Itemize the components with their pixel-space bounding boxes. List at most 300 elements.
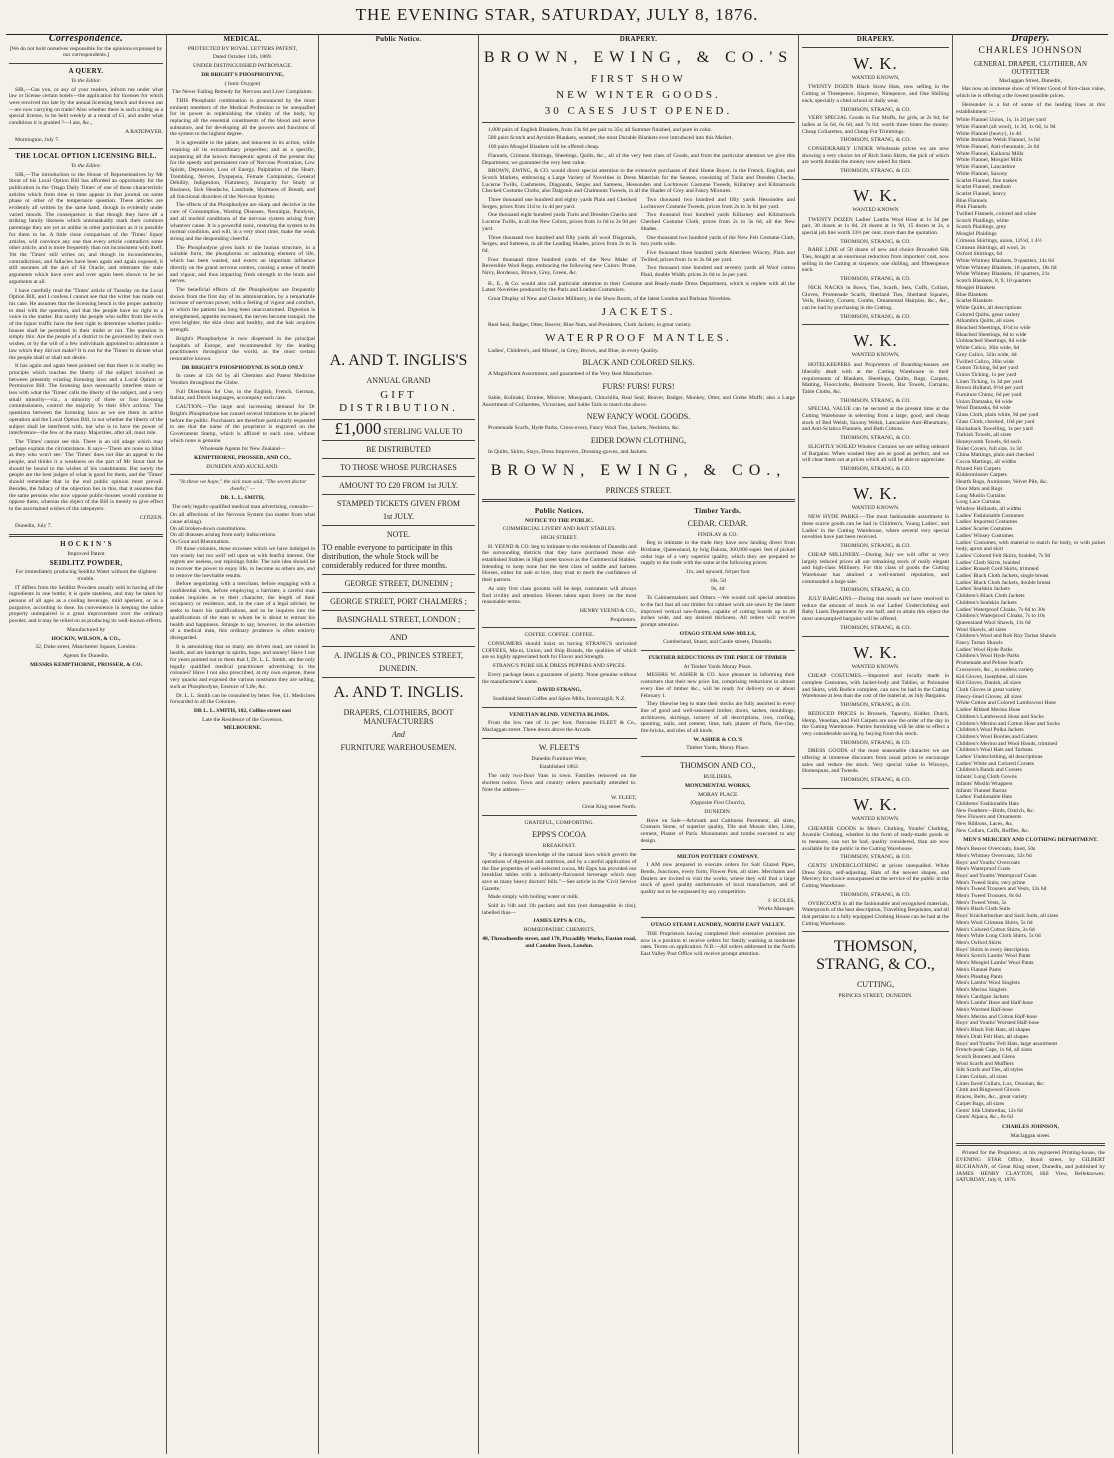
mens-item: Men's Waterproof Coats (956, 866, 1011, 873)
ad-agents: Agents for Dunedin. (63, 652, 109, 659)
wk-subheading: WANTED KNOWN (852, 206, 899, 213)
ad-address: GEORGE STREET, PORT CHALMERS ; (330, 596, 467, 606)
ad-caution: CAUTION.—The large and increasing demand for Dr Bright's Phosphodyne has caused several imitations to be placed before the public. Purchasers are therefore particularly requested to see that the name of the proprietor is engraved on the Government Stamp, which is affixed to each case, without which none is genuine. (170, 404, 315, 444)
cedar-heading: CEDAR. CEDAR. (687, 518, 748, 528)
stock-item: Crossovers, &c., in endless variety (956, 666, 1034, 673)
stock-item: Long Muslin Curtains (956, 492, 1006, 499)
epps-made: Made simply with boiling water or milk. (488, 894, 579, 901)
masthead (0, 0, 1114, 36)
stock-item: Ladies' Fashionable Hats (956, 794, 1013, 801)
wk-body: HOTELKEEPERS and Proprietors of Boarding-houses are liberally dealt with at the Cutting Warehouse in their requirements of Blankets, Sheetings, Quilts, Rugs, Carpets, Matting, Floorcloths, Bedroom Towels, Bar Towels, Curtains, Table Cloths, &c. (802, 362, 949, 395)
stock-item: Blue Blankets (956, 291, 988, 298)
ad-brand: DR BRIGHT'S PHOSPHODYNE, (201, 71, 284, 78)
letter-title: THE LOCAL OPTION LICENSING BILL. (15, 152, 157, 161)
ad-and: AND (389, 632, 408, 642)
stock-item: Children's Black Cloth Jackets (956, 593, 1025, 600)
ad-firm: CHARLES JOHNSON (978, 45, 1083, 56)
ad-body: It is astonishing that so many are driven mad, are ruined in health, and are bankrupt in spirits, hope, and money! Have I not for years pointed out to them that I, Dr. L. L. Smith, am the only legally qualified medical practitioner advertising in the colonies? Have I not also prescribed, at my own expense, these very quacks and exposed the various nostrums they are selling, such as Phosphodyne, Essence of Life, &c. (170, 643, 315, 690)
stock-item: Mosgiel Plaidings (956, 231, 997, 238)
epps-sold: Sold in ½lb and 1lb packets and tins (not damageable in tins), labelled thus— (482, 903, 637, 916)
wk-subheading: WANTED KNOWN, (851, 74, 900, 81)
wk-body: TWENTY DOZEN Black Straw Hats, now selling in the Cutting at Threepence, Sixpence, Ninepence, and One Shilling each, specially a cited school or daily wear. (802, 84, 949, 104)
wk-signature: THOMSON, STRANG, & CO. (840, 137, 911, 144)
stock-item: Turkish Towels, all sizes (956, 432, 1012, 439)
ad-line: Great Display of New and Choice Millinery, in the Show Room, of the latest London and Parisian Novelties. (488, 296, 732, 303)
stock-item: Ladies' Waterproof Cloaks, 7s 6d to 30s (956, 606, 1046, 613)
printer-imprint: Printed for the Proprietor, at his registered Printing-house, the EVENING STAR Office, Bond street, by GILBERT BUCHANAN, of Great King street, Dunedin, and published by JAMES HENRY CLAYTON, Hill View, Belleknowes. SATURDAY, July 8, 1876. (956, 1150, 1105, 1184)
notice-street: HIGH STREET. (540, 534, 578, 541)
stock-item: Unbleached Sheetings, 8d wide (956, 338, 1027, 345)
coffee-note: Every package bears a guarantee of purity. None genuine without the manufacturer's name. (482, 671, 637, 685)
ad-tagline: The only legally-qualified medical man advertising, consults— (171, 503, 314, 510)
ad-address: Maclaggan Street, Dunedin, (999, 77, 1062, 84)
letter-signature: A RATEPAYER. (125, 128, 163, 135)
stock-item: Crimean Shirtings, union, 12½d, 1 4½ (956, 237, 1042, 244)
ad-subtitle: Improved Patent (67, 550, 105, 557)
wk-signature: THOMSON, STRANG, & CO. (840, 891, 911, 898)
wk-subheading: WANTED KNOWN, (851, 352, 900, 359)
stock-item: Linen Ticking, 1s 3d per yard (956, 378, 1023, 385)
stock-list (956, 117, 1105, 834)
ad-line: 1,000 pairs of English Blankets, from 13s 6d per pair to 35s; all Summer finished, and pure in color. (488, 126, 713, 133)
wk-heading: W. K. (853, 642, 898, 662)
stock-item: Long Lace Curtains (956, 499, 1001, 506)
ad-address: A. INGLIS & CO., PRINCES STREET, (334, 650, 463, 660)
ad-line: In Quilts, Skirts, Stays, Dress Improvers, Dressing-gowns, and Jackets. (488, 449, 648, 456)
wk-body: SLIGHTLY SOILED Window Curtains we are selling unheard of Bargains. When washed they are as good as perfect, and we will clear them out at prices which all will be able to appreciate. (802, 443, 949, 464)
wk-signature: THOMSON, STRANG, & CO. (840, 238, 911, 245)
mens-item: Men's Cardigan Jackets (956, 993, 1009, 1000)
epps-head: GRATEFUL, COMFORTING. (524, 819, 594, 826)
wk-signature: THOMSON, STRANG, & CO. (840, 435, 911, 442)
stock-item: Union Damasks, 6d wide (956, 398, 1013, 405)
timber-yards (641, 506, 796, 960)
stock-item: Infants' Flannel Barras (956, 787, 1007, 794)
ad-intro: Has now an immense show of Winter Good of first-class value, which he is offering a the lowest possible prices. (956, 86, 1105, 100)
stock-item: Alhambra Quilts, all sizes (956, 318, 1015, 325)
coffee-strang: STRANG'S PURE SILK DRESS PEPPERS AND SPICES. (492, 663, 627, 670)
spacer (322, 46, 475, 346)
stock-item: Ladies' Sealskin Jackets (956, 586, 1010, 593)
ad-line: A Magnificent Assortment, and guaranteed of the Very Best Manufacture. (488, 371, 654, 378)
consult-list (170, 512, 315, 546)
ad-cases: 30 CASES JUST OPENED. (544, 104, 733, 117)
ad-winter: NEW WINTER GOODS. (556, 88, 721, 101)
laundry-heading: OTAGO STEAM LAUNDRY, NORTH EAST VALLEY. (650, 922, 785, 929)
stock-item: Ladies' Wool Hyde Parks (956, 646, 1013, 653)
wk-subheading: WANTED KNOWN. (851, 504, 900, 511)
price-item: 10s, 5d (709, 577, 726, 584)
stock-item: Children's Wool Hyde Parks (956, 653, 1020, 660)
stock-item: Ladies' Black Cloth Jackets, double breast (956, 579, 1051, 586)
mens-item: Carpet Bags, all sizes (956, 1100, 1005, 1107)
mens-item: Boys' Knickerbocker and Sack Suits, all sizes (956, 913, 1059, 920)
fleet-sub: Dunedin Furniture Ware, (531, 755, 588, 762)
mens-item: Wool Scarfs and Mufflers (956, 1060, 1014, 1067)
section-heading: Public Notices. (534, 506, 584, 515)
milton-sig: J. SCOLES, (767, 897, 795, 904)
divider (641, 756, 796, 757)
stock-item: Pink Flannels (956, 204, 987, 211)
letter-body: I have carefully read the 'Times' article of Tuesday on the Local Option Bill, and I confess I cannot see that the writer has made out his case. He assumes that the licensing bench is the proper authority to deal with the question, and that the people have no right to a voice in the matter. But surely the people who suffer from the evils of the liquor traffic have the best right to determine whether public-houses shall be permitted in their midst or not. The question is simply this: Are the people of a district to be governed by their own wishes, or by the will of a few individuals appointed to administer a law which they did not make? It is not for the 'Times' to dictate what the people shall or shall not desire. (9, 287, 163, 361)
divider (322, 476, 475, 477)
stock-item: Children's Wool Polka Jackets (956, 727, 1024, 734)
divider (482, 738, 637, 739)
ad-signature: CHARLES JOHNSON, (1002, 1123, 1059, 1130)
column-drapery-thomson-strang (798, 34, 952, 1454)
ad-dated: Dated October 11th, 1869. (212, 54, 273, 61)
ad-heading: BLACK AND COLORED SILKS. (582, 358, 695, 368)
ad-sold: DR BRIGHT'S PHOSPHODYNE IS SOLD ONLY (181, 364, 304, 371)
wk-signature: THOMSON, STRANG, & CO. (840, 587, 911, 594)
stock-item: Glass Cloth, checked, 10d per yard (956, 418, 1035, 425)
asher-addr: Timber Yards, Moray Place. (686, 745, 750, 752)
ad-signature-addr: Maclaggan street. (1010, 1132, 1051, 1139)
ad-annual: ANNUAL GRAND (366, 375, 431, 385)
wk-body: JULY BARGAINS.—During this month we have resolved to reduce the amount of stock in our Ladies' Underclothing and Baby Linen Department by one half, and to attain this object the most unexampled bargains will be offered. (802, 596, 949, 623)
ad-note-title: NOTE. (386, 529, 411, 539)
divider (956, 1143, 1105, 1146)
column-drapery-charles-johnson (952, 34, 1108, 1454)
section-heading: DRAPERY. (856, 35, 895, 43)
price-list (641, 569, 796, 593)
stock-item: Children's Bands and Corsets (956, 767, 1022, 774)
stock-item: Kid Gloves, Josephine, all sizes (956, 673, 1028, 680)
dress-goods-item: Three thousand two hundred and fifty yards all wool Diagonals, Serges, and Satteens, in all the Leading Shades, prices from 2s to 3s 6d. (482, 234, 637, 254)
ad-first: FIRST SHOW (591, 72, 686, 85)
mens-heading: MEN'S MERCERY AND CLOTHING DEPARTMENT. (963, 837, 1098, 844)
notice-prop: Proprietors. (610, 616, 637, 623)
stock-item: Ladies' Winsey Costumes (956, 532, 1014, 539)
ad-body: Dr. L. L. Smith can be consulted by letter. Fee, £1. Medicines forwarded to all the Colonies. (170, 692, 315, 706)
mens-item: Cloth and Ringwood Gloves (956, 1087, 1020, 1094)
findlay-body: Beg to intimate to the trade they have now landing direct from Brisbane, Queensland, by brig Dakota, 300,000 super. feet of picked cedar logs of a very superior quality, which they are prepared to supply to the trade with the same at the following prices: (640, 540, 795, 567)
mens-item: Boys' and Youths' Worsted Half-hose (956, 1020, 1040, 1027)
stock-item: Children's Merino and Wool Hoods, trimmed (956, 740, 1058, 747)
stock-item: New Collars, Cuffs, Ruffles, &c. (956, 827, 1030, 834)
dress-goods-item: Two thousand nine hundred and seventy yards all Wool cotton Plaid, double Width, prices 2s 6d to 3s per yard. (640, 265, 795, 279)
stock-item: White Flannel (all wool), 1s 3d, 1s 6d, 1s 9d (956, 123, 1056, 130)
stock-item: Children's Wool Booties and Gaiters (956, 733, 1038, 740)
ad-heading: NEW FANCY WOOL GOODS. (586, 412, 691, 422)
stock-item: New Ribbons, Laces, &c. (956, 821, 1014, 828)
divider (802, 179, 949, 180)
dress-goods-item: One thousand two hundred yards of the New Felt Costume Cloth, two yards wide. (640, 234, 795, 248)
stock-item: Ladies' Underclothing, all descriptions (956, 754, 1043, 761)
mens-item: Men's Merino Singlets (956, 986, 1007, 993)
ad-body: In cases at 12s 6d by all Chemists and Patent Medicine Vendors throughout the Globe. (170, 373, 315, 387)
epps-firm: JAMES EPPS & CO., (532, 918, 586, 925)
stock-item: Scarlet Blankets (956, 298, 993, 305)
divider (9, 148, 163, 149)
wk-body: TWENTY DOZEN Ladies' Lambs Wool Hose at 1s 3d per pair, 30 dozen at 1s 6d, 24 dozen at 1s 9d, 15 dozen at 2s, a special job line worth 33⅓ per cent. more than the quotation. (802, 216, 949, 236)
section-heading: Timber Yards. (694, 506, 742, 515)
stock-item: Hearth Rugs, Axminster, Velvet Pile, &c. (956, 479, 1049, 486)
stock-item: Mosgiel Blankets (956, 284, 996, 291)
wk-signature: THOMSON, STRANG, & CO. (840, 624, 911, 631)
wk-body: NEW HYDE PARKS.—The most fashionable assortment in these scarce goods can be had in Children's, Young Ladies', and Ladies' in the Cutting Warehouse, where several very special novelties have just been received. (802, 514, 949, 541)
ad-verse: "In these we hope," the sick man said, "The secret doctor dwells," — (178, 479, 307, 493)
wk-body: CHEAP MILLINERY.—During July we will offer at very largely reduced prices all our remaining stock of really elegant and high-class Millinery. For this class of goods the Cutting Warehouse has attained a well-earned reputation, and commanded a large sale. (802, 551, 949, 585)
notice-sub: COMMERCIAL LIVERY AND BAIT STABLES. (502, 526, 616, 533)
stock-item: White Whitney Blankets, 10 quarters, 21s (956, 271, 1050, 278)
further-heading: FURTHER REDUCTIONS IN THE PRICE OF TIMBER (648, 655, 787, 662)
stock-item: White Flannel Union, 1s, 1s 2d per yard (956, 117, 1046, 124)
findlay-body: To Cabinetmakers and Others.—We would call special attention to the fact that all our timber for cabinet work are sawn by the latest improved vertical saw-frames, capable of cutting boards up to 48 inches wide, and any desired thickness. All orders will receive prompt attention. (640, 595, 795, 628)
divider (802, 477, 949, 478)
mens-item: Gents' Alpaca, &c., 8s 6d (956, 1114, 1013, 1121)
divider (482, 707, 637, 708)
ad-tickets: STAMPED TICKETS GIVEN FROM (337, 498, 460, 508)
mens-item: Men's Scotch Lambs' Wool Pants (956, 953, 1031, 960)
thomson-body: Have on Sale—Arbroath and Caithness Pavement, all sizes, Cramarn Stone, of superior quality, Tile and Mosaic tiles, Lime, cement, Plaster of Paris. Monuments and tombs executed to any design. (640, 817, 795, 844)
divider (322, 525, 475, 526)
stock-item: White Quilts, all descriptions (956, 304, 1022, 311)
coffee-body: CONSUMERS should insist on having STRANG'S unrivaled COFFEES, Ma-ni, Union, and Ship Brands, the qualities of which are so highly appreciated both for Flavor and Strength. (482, 641, 637, 661)
wk-subheading: WANTED KNOWN. (851, 663, 900, 670)
stock-item: Bleached Sheetings, 6d to wide (956, 331, 1027, 338)
stock-item: Furniture Chintz, 6d per yard (956, 392, 1022, 399)
epps-addr: 48, Threadneedle street, and 170, Piccadilly Works, Euston road, and Camden Town, London. (482, 935, 637, 949)
stock-item: Huckaback Towelling, 1s per yard (956, 425, 1033, 432)
wk-body: GENTS' UNDERCLOTHING at prices unequalled. White Dress Shirts, self-adjusting. Hats of the newest shapes, and Mercery for choice unsurpassed at the service of the public in the Cutting Warehouse. (802, 863, 949, 890)
divider (322, 646, 475, 647)
epps-sub: BREAKFAST. (542, 843, 576, 850)
ad-address: DR L. L. SMITH, 182, Collins street east (193, 707, 292, 714)
ad-agents: KEMPTHORNE, PROSSER, AND CO., (194, 455, 291, 462)
dress-goods-item: Three thousand one hundred and eighty yards Plain and Checked Serges, prices from 11d to 1s 4d per yard. (482, 197, 637, 210)
ad-patent: PROTECTED BY ROYAL LETTERS PATENT, (187, 45, 298, 52)
dress-goods-left (482, 197, 637, 281)
dress-goods-item: Two thousand four hundred yards Killarney and Kilmarnock Checked Costume Cloth, prices from 2s to 3s 6d, all the New Shades. (640, 212, 795, 232)
mens-item: Men's Beaver Overcoats, lined, 50s (956, 846, 1036, 853)
asher-sig: W. ASHER & CO.'S (693, 736, 743, 743)
wk-heading: W. K. (853, 53, 898, 73)
ad-street: PRINCES STREET. (605, 485, 672, 495)
ad-line: Flannels, Crimean Shirtings, Sheetings, Quilts, &c., all of the very best class of Goods, and from the particular attention we give this Department, we guarantee the very best value. (482, 152, 795, 166)
wk-signature: THOMSON, STRANG, & CO. (840, 168, 911, 175)
fleet-heading: W. FLEET'S (538, 742, 580, 752)
notice-title: NOTICE TO THE PUBLIC. (525, 517, 594, 524)
wk-body: SPECIAL VALUE can be secured at the present time at the Cutting Warehouse in selecting from a large, good, and cheap stock of Bed Welsh, Saxony Welsh, Lancashire Anti-Rheumatic, and Anti-Sciatica Flannels, and Bath Cottons. (802, 406, 949, 433)
ad-firm: A. AND T. INGLIS. (333, 683, 464, 701)
mens-item: Men's Lambs' Wool Singlets (956, 980, 1020, 987)
wk-signature: THOMSON, STRANG, & CO. (840, 276, 911, 283)
ad-firm-sub: GENERAL DRAPER, CLOTHIER, AN OUTFITTER (973, 59, 1088, 76)
stock-item: White Flannel (heavy), 1s 4d (956, 130, 1022, 137)
divider (9, 63, 163, 64)
stock-item: Ladies' Colored Felt Skirts, braided, 7s 9d (956, 552, 1051, 559)
divider (170, 474, 315, 475)
footer-firm: THOMSON, STRANG, & CO., (816, 938, 935, 974)
stock-item: Crimean Shirtings, all wool, 2s (956, 244, 1026, 251)
stock-item: Glass Cloth, plain white, 9d per yard (956, 412, 1039, 419)
ad-address: Late the Residence of the Governor, (202, 716, 283, 723)
milton-heading: MILTON POTTERY COMPANY. (676, 853, 759, 860)
ad-body: It is agreeable to the palate, and innocent in its action, while retaining all its extraordinary properties; and as a specific, surpassing all the known therapeutic agents of the present day for the speedy and permanent cure of Nervous Prostration, Low Spirits, Depression, Loss of Energy, Palpitation of the Heart, Trembling, Nerves, Dyspepsia, Female Complaints, General Debility, Indigestion, Flatulency, Incapacity for Study or Business, Sick Headache, Lassitude, Shortness of Breath, and all functional disorders of the Nervous System. (170, 140, 315, 200)
stock-item: Children's Merino and Cotton Hose and Socks (956, 720, 1060, 727)
stock-item: Infants' Long Cloth Gowns (956, 774, 1017, 781)
ad-address: BASINGHALL STREET, LONDON ; (336, 614, 461, 624)
divider (802, 931, 949, 932)
stock-item: White Whitney Blankets, 9 quarters, 14s 6d (956, 257, 1054, 264)
letter-body: SIR,—The introduction to the House of Representatives by Mr Stout of his Local Option Bill has afforded an opportunity for the publication in the 'Otago Daily Times' of one of those characteristic articles which from time to time appear in that journal on some phase or other of the temperance question. These articles are evidently all written by the same hand, though in evidently under varied moods. The consequence is that though they have all a striking family likeness which unmistakably mark their common parentage they are yet as unlike in other particulars as it is possible for them to be. A little close comparison of the 'Times' liquor articles, will convince any one that every article contradicts some other article, and is more frequently than not inconsistent with itself. Yet the 'Times' still writes on, and though its inconsistencies, contradictions, and fallacies have been again and again exposed, it still assumes all the airs of Sir Oracle, and reiterates the stale arguments which have over and over again been shown to be no arguments at all. (9, 171, 163, 285)
disclaimer: [We do not hold ourselves responsible for the opinions expressed by our correspondents.] (9, 45, 163, 59)
ad-agent-names: MESSRS KEMPTHORNE, PROSSER, & CO. (29, 661, 143, 668)
divider (802, 788, 949, 789)
divider (482, 122, 795, 123)
ad-sterling: STERLING VALUE TO (383, 426, 463, 436)
divider (322, 677, 475, 678)
dress-goods-item: Five thousand three hundred yards Aberdeen Wincey, Plain and Twilled, prices from 1s to 2s 6d per yard. (640, 249, 795, 263)
stock-item: New Flowers and Ornaments (956, 814, 1022, 821)
newspaper-title: THE EVENING STAR, SATURDAY, JULY 8, 1876. (355, 5, 759, 24)
letter-to: To the Editor. (70, 162, 102, 169)
thomson-opp: (Opposite First Church), (690, 800, 746, 807)
wk-body: NICK NACKS in Bows, Ties, Scarfs, Sets, Cuffs, Collars, Gloves, Promenade Scarfs, Shetland Ties, Shetland Squares, Veils, Hosiery, Corsets, Combs, Ornamental Hairpins, &c., &c., can be had by purchasing in the Cutting. (802, 284, 949, 311)
ad-line: 500 pairs Scotch and Ayrshire Blankets, seamed, the most Durable Blankets ever introduced into this Market. (488, 135, 733, 142)
wk-signature: THOMSON, STRANG, & CO. (840, 397, 911, 404)
mens-item: French-peak Caps, 1s 6d, all sizes (956, 1047, 1032, 1054)
stock-item: White Flannel, Lancashire (956, 164, 1016, 171)
stock-item: Twilled Calico, 36in wide (956, 358, 1015, 365)
footer-sub: CUTTING, (856, 980, 895, 990)
stock-item: Bleached Sheetings, 4½d to wide (956, 325, 1031, 332)
ad-note-body: TO enable everyone to participate in this distribution, the whole Stock will be considerably reduced for three months. (322, 542, 453, 570)
ad-body: Full Directions for Use, in the English, French, German, Italian, and Dutch languages, accompany each case. (170, 388, 315, 402)
ad-firm: BROWN, EWING, & CO.'S (483, 48, 794, 66)
wk-body: VERY SPECIAL Goods in Fur Muffs, for girls, at 2s 6d; for ladies at 5s 6d, 6s 6d, and 7s 6d; worth three times the money. Cheap Collarettes, and Cheap Fur Trimmings. (802, 115, 949, 135)
blind-heading: VENETIAN BLIND. VENETIA BLINDS. (509, 711, 610, 718)
stock-item: Scarlet Flannel, fine makes (956, 177, 1017, 184)
mens-item: Men's Oxford Shirts (956, 940, 1002, 946)
mens-item: Men's Tweed Trousers and Vests, 12s 6d (956, 886, 1047, 893)
section-heading: Drapery. (1011, 34, 1050, 44)
ad-line: 100 pairs Mosgiel Blankets will be offered cheap. (488, 144, 600, 151)
mens-item: Linen Collars, all sizes (956, 1074, 1008, 1081)
letter-place: Dunedin, July 7. (15, 523, 52, 530)
stock-item: Colored Quilts, great variety (956, 311, 1021, 318)
ad-line: BROWN, EWING, & CO. would direct special attention to the extensive purchases of their Home Buyer, in the French, English, and Scotch Markets, embracing a Large Variety of Novelties in Dress Materials for the Season, consisting of Turin and Dresden Checks, Lucerne Twills, Cashmeres, Diagonals, Serges and Satteens, Hessonden and Lochtower Costume Tweeds, Killarney and Kilmarnock Checked Costume Cloths, also Dalgonie and Chalmonts Tweeds, in all the Shades of Grey and Fancy Mixtures. (482, 168, 795, 195)
wk-body: DRESS GOODS of the most seasonable character we are offering at immense discounts from usual prices to encourage sales and reduce the stock. Very special value in Winceys, Homespuns, and Tweeds. (802, 748, 949, 775)
divider (802, 636, 949, 637)
stock-item: Ladies' Black Cloth Jackets, single breast (956, 573, 1049, 580)
blind-body: From the low rate of 1s per foot. Patronise FLEET & Co., Maclaggan street. Three doors above the Arcade. (482, 720, 637, 734)
section-heading: Correspondence. (48, 34, 124, 44)
ad-gift: GIFT DISTRIBUTION. (339, 388, 458, 414)
letter-body: SIR,—Can you, or any of your readers, inform me under what law or license certain hotels—the application for licenses for which were received too late by the annual licensing bench and thrown out—are now carrying on trade? Also whether there is such a thing as a special license, to be held weekly at a rental of £1, and under what conditions it is granted ?—I am, &c., (9, 86, 163, 127)
ad-trade-and: And (392, 729, 405, 739)
stock-item: Children's Lambswool Hose and Socks (956, 713, 1044, 720)
mens-item: Men's Merino and Cotton Half-hose (956, 1013, 1037, 1020)
stock-item: Printed Felt Carpets (956, 465, 1001, 472)
stock-item: Window Hollands, all widths (956, 506, 1022, 512)
divider (322, 440, 475, 441)
ad-body: THIS Phosphatic combination is pronounced by the most eminent members of the Medical Profession to be unequalled for its power in replenishing the vitality of the body, by replacing all the essential constituents of the blood and nerve substance, and for developing all the powers and functions of the system to the highest degree. (170, 97, 315, 138)
notice-sig: HENRY YEEND & CO., (579, 607, 637, 614)
findlay-firm: FINDLAY & CO. (697, 531, 738, 538)
coffee-heading: COFFEE. COFFEE. COFFEE. (524, 632, 594, 639)
mens-item: Boys' and Youths' Waterproof Coats (956, 872, 1037, 879)
divider (322, 628, 475, 629)
consult-item: On all affections of the Nervous System (no matter from what cause arising). (170, 512, 315, 525)
stock-item: Honeycomb Towels, 6d each (956, 438, 1021, 445)
ad-amount: £1,000 (334, 418, 382, 438)
wk-body: RARE LINE of 50 dozen of new and choice Brocaded Silk Ties, bought at an enormous reduction from importers' cost, now selling in the Cutting at sixpence, one shilling, and fifteenpence each. (802, 247, 949, 274)
ad-body: The effects of the Phosphodyne are sharp and decisive in the cure of Consumption, Wasting Diseases, Neuralgia, Paralysis, and all morbid conditions of the nervous system arising from whatever cause. It is a powerful tonic, restoring the system to its normal condition, and will, in a very short time, make the weak strong and the desponding cheerful. (170, 202, 315, 242)
stock-item: Ladies' Costumes, with material to match for body, or with jacket body, apron and skirt (956, 539, 1105, 553)
stock-item: Ladies' Ribbed Merino Hose (956, 707, 1021, 714)
ad-line: Real Seal, Badger, Otter, Beaver, Blue Nuts, and Presidents, Cloth Jackets, in great variety. (488, 321, 692, 328)
price-item: 9s, 4d (711, 586, 725, 593)
thomson-works: MONUMENTAL WORKS, (684, 782, 751, 789)
stock-item: New Feathers—Birds, Ostrich, &c. (956, 807, 1035, 814)
page-columns (6, 34, 1108, 1454)
divider (802, 47, 949, 48)
ad-trade: DRAPERS, CLOTHIERS, BOOT MANUFACTURERS (343, 707, 454, 726)
dress-goods-item: Four thousand three hundred yards of the New Make of Reversible Wool Repp, embracing the following new Colors: Prune, Navy, Bordeaux, Brown, Grey, Green, &c. (482, 256, 637, 277)
stock-item: Children's Sealskin Jackets (956, 599, 1017, 606)
consult-item: On all broken-down constitutions. (170, 525, 247, 532)
divider (482, 627, 637, 628)
findlay-addr: Cumberland, Stuart, and Castle streets, Dunedin. (663, 639, 773, 646)
mens-item: Boys' and Youths' Felt Hats, large assortment (956, 1040, 1058, 1047)
wk-signature: THOMSON, STRANG, & CO. (840, 702, 911, 709)
milton-body: I AM now prepared to execute orders for Salt Glazed Pipes, Bends, Junctions, every form, Flower Pots, all sizes. Merchants and Dealers are invited to visit the works, where they will find a large stock of good quality earthenware of local manufacture, and of quality not to be surpassed by any competition. (640, 862, 795, 896)
wk-body: CONSIDERABLY UNDER Wholesale prices we are now showing a very choice lot of Rich Satin Skirts, the pick of which are worth double the money now asked for them. (802, 146, 949, 166)
stock-item: Children's Wool and Rob Roy Tartan Shawls (956, 633, 1057, 640)
mens-item: Boys' Shirts in every description (956, 946, 1029, 953)
stock-item: Fancy Tartan Shawls (956, 640, 1003, 647)
fleet-sig: W. FLEET, (611, 795, 637, 802)
ad-product: SEIDLITZ POWDER, (49, 558, 123, 567)
wk-signature: THOMSON, STRANG, & CO. (840, 543, 911, 550)
wk-signature: THOMSON, STRANG, & CO. (840, 777, 911, 784)
stock-item: Scotch Plaidings, grey (956, 224, 1007, 231)
letter-title: A QUERY. (68, 67, 104, 76)
epps-body: "By a thorough knowledge of the natural laws which govern the operations of digestion and nutrition, and by a careful application of the fine properties of well-selected cocoa, Mr Epps has provided our breakfast tables with a delicately-flavoured beverage which may save us many heavy doctors' bills."—See article in the 'Civil Service Gazette.' (482, 852, 637, 892)
stock-item: Toilet Covers, full size, 1s 3d (956, 445, 1022, 452)
ad-body: The Phosphodyne gives back to the human structure, in a suitable form, the phosphorus or animating element of life, which has been wasted, and exerts an important influence directly on the grand nervous centres, causing a sense of health and vigour, and thus imparting fresh strength to the brain and nerves. (170, 244, 315, 285)
divider (322, 458, 475, 459)
stock-item: Kid Gloves, Danish, all sizes (956, 680, 1021, 687)
letter-signature: CITIZEN. (139, 514, 163, 521)
ad-from: 1st JULY. (382, 511, 415, 521)
wk-signature: THOMSON, STRANG, & CO. (840, 739, 911, 746)
stock-item: Children's Wool Hats and Turbans (956, 747, 1033, 754)
stock-item: Cotton Ticking, 6d per yard (956, 365, 1018, 372)
stock-item: Oxford Shirtings, 6d (956, 251, 1003, 258)
divider (641, 849, 796, 850)
wk-heading: W. K. (853, 331, 898, 351)
ad-line: B., E., & Co. would also call particular attention to their Costume and Ready-made Dress Department, which is replete with all the Latest Novelties produced by the Paris and London Costumiers. (482, 280, 795, 294)
stock-item: Wool Damasks, 6d wide (956, 405, 1011, 412)
stock-item: White Calico, 36in wide, 6d (956, 345, 1020, 352)
divider (322, 592, 475, 593)
wk-body: REDUCED PRICES in Brussels, Tapestry, Kidder, Dutch, Hemp, Venetian, and Felt Carpets are now the order of the day in the Cutting Warehouse. Parties furnishing will be able to effect a very considerable saving by buying from this stock. (802, 710, 949, 737)
stock-item: Wool Shawls, all sizes (956, 626, 1007, 633)
ad-agents-city: DUNEDIN AND AUCKLAND. (206, 463, 279, 470)
footer-addr: PRINCES STREET, DUNEDIN. (838, 993, 913, 1000)
mens-item: Scotch Bonnets and Glens (956, 1053, 1015, 1060)
ad-body: IT differs from the Seidlitz Powders usually sold in having all the ingredients in one bottle; it is quite tasteless, and may be taken by persons of all ages as a cooling beverage, mild aperient, or as a purgative, according to dose. Its convenience in keeping the saline property unimpaired is a great improvement over the ordinary powder, and it may be relied on as producing its well-known effects. (9, 584, 163, 625)
notice-body: As only first class grooms will be kept, customers will always find civility and attention. Horses taken upon livery on the most reasonable terms. (482, 585, 637, 606)
ad-firm: A. AND T. INGLIS'S (329, 351, 468, 369)
ad-address: DUNEDIN. (379, 663, 418, 673)
stock-item: Childrens' Fashionable Hats (956, 800, 1019, 807)
dress-goods-item: Two thousand two hundred and fifty yards Hessonden and Lochtower Costume Tweeds, prices from 2s to 3s 6d per yard. (640, 197, 795, 210)
stock-item: Scarlet Flannel, medium (956, 184, 1011, 191)
